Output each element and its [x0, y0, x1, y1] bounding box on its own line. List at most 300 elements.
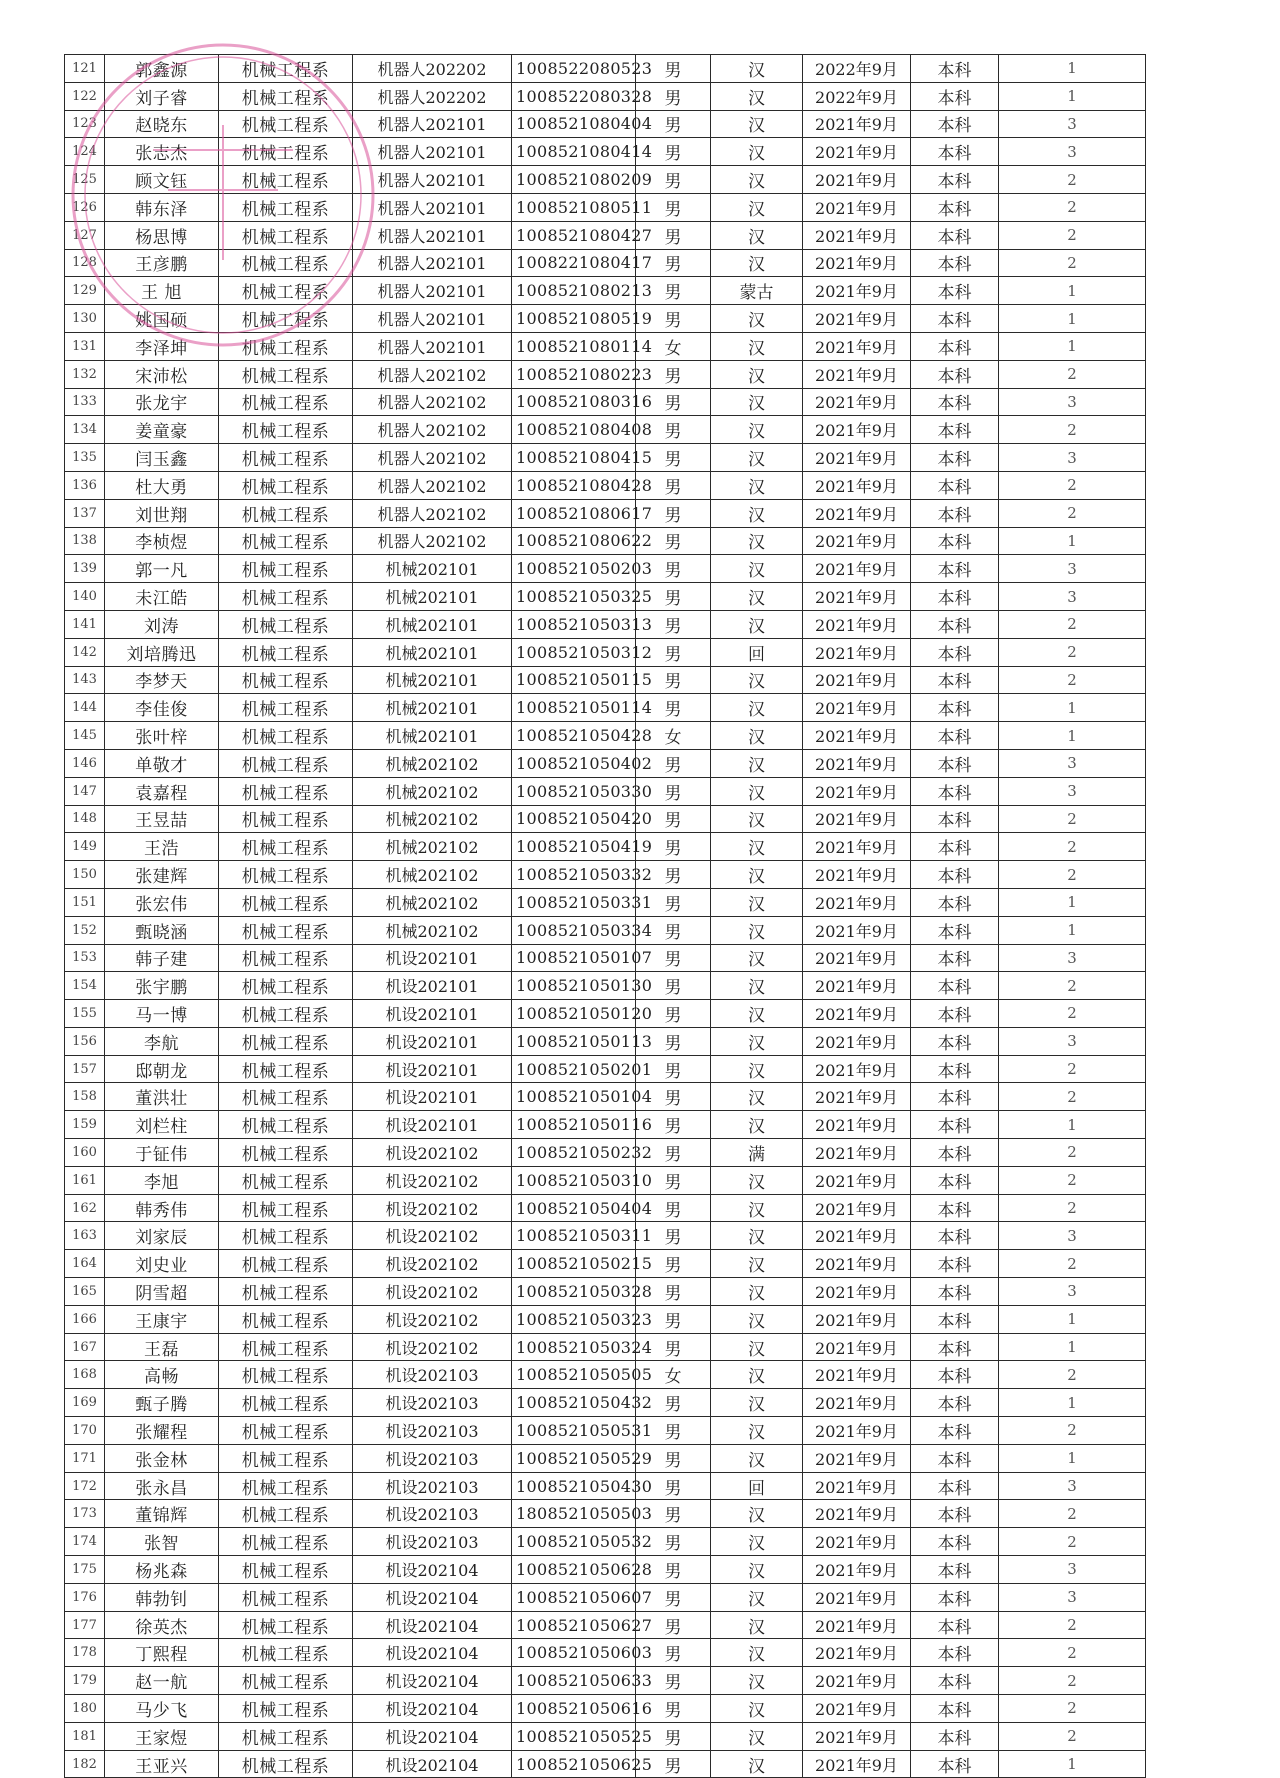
student-name-cell: 丁熙程	[105, 1639, 219, 1667]
ethnicity-cell: 汉	[711, 444, 803, 472]
education-level-cell: 本科	[911, 1278, 999, 1306]
gender-cell: 男	[636, 527, 711, 555]
row-number-cell: 141	[65, 610, 105, 638]
gender-cell: 男	[636, 138, 711, 166]
student-id-cell: 1008521050334	[512, 916, 636, 944]
gender-cell: 男	[636, 1472, 711, 1500]
class-name-cell: 机设202103	[353, 1500, 512, 1528]
department-cell: 机械工程系	[219, 1000, 353, 1028]
department-cell: 机械工程系	[219, 1194, 353, 1222]
row-number-cell: 129	[65, 277, 105, 305]
education-level-cell: 本科	[911, 1695, 999, 1723]
enrollment-date-cell: 2021年9月	[803, 1222, 911, 1250]
table-row	[65, 416, 1146, 444]
count-cell: 1	[999, 722, 1146, 750]
table-row	[65, 249, 1146, 277]
gender-cell: 男	[636, 471, 711, 499]
enrollment-date-cell: 2021年9月	[803, 1389, 911, 1417]
department-cell: 机械工程系	[219, 193, 353, 221]
department-cell: 机械工程系	[219, 861, 353, 889]
class-name-cell: 机械202101	[353, 555, 512, 583]
education-level-cell: 本科	[911, 1667, 999, 1695]
ethnicity-cell: 汉	[711, 1639, 803, 1667]
education-level-cell: 本科	[911, 1417, 999, 1445]
row-number-cell: 138	[65, 527, 105, 555]
table-row	[65, 1389, 1146, 1417]
count-cell: 2	[999, 861, 1146, 889]
row-number-cell: 128	[65, 249, 105, 277]
education-level-cell: 本科	[911, 249, 999, 277]
education-level-cell: 本科	[911, 666, 999, 694]
row-number-cell: 175	[65, 1556, 105, 1584]
table-row	[65, 1111, 1146, 1139]
table-row	[65, 1027, 1146, 1055]
gender-cell: 男	[636, 1611, 711, 1639]
department-cell: 机械工程系	[219, 221, 353, 249]
row-number-cell: 131	[65, 332, 105, 360]
student-id-cell: 1008521050120	[512, 1000, 636, 1028]
ethnicity-cell: 汉	[711, 666, 803, 694]
department-cell: 机械工程系	[219, 805, 353, 833]
enrollment-date-cell: 2021年9月	[803, 1361, 911, 1389]
student-name-cell: 刘涛	[105, 610, 219, 638]
count-cell: 3	[999, 444, 1146, 472]
ethnicity-cell: 汉	[711, 138, 803, 166]
student-id-cell: 1008521050332	[512, 861, 636, 889]
class-name-cell: 机设202101	[353, 1000, 512, 1028]
education-level-cell: 本科	[911, 916, 999, 944]
ethnicity-cell: 汉	[711, 55, 803, 83]
ethnicity-cell: 汉	[711, 1027, 803, 1055]
student-id-cell: 1008521080617	[512, 499, 636, 527]
table-row	[65, 82, 1146, 110]
education-level-cell: 本科	[911, 55, 999, 83]
education-level-cell: 本科	[911, 166, 999, 194]
education-level-cell: 本科	[911, 610, 999, 638]
student-name-cell: 刘家辰	[105, 1222, 219, 1250]
count-cell: 3	[999, 944, 1146, 972]
class-name-cell: 机设202101	[353, 972, 512, 1000]
student-id-cell: 1008521050419	[512, 833, 636, 861]
row-number-cell: 159	[65, 1111, 105, 1139]
count-cell: 2	[999, 1639, 1146, 1667]
row-number-cell: 177	[65, 1611, 105, 1639]
count-cell: 1	[999, 277, 1146, 305]
gender-cell: 男	[636, 416, 711, 444]
department-cell: 机械工程系	[219, 1305, 353, 1333]
row-number-cell: 137	[65, 499, 105, 527]
student-name-cell: 张金林	[105, 1444, 219, 1472]
count-cell: 3	[999, 388, 1146, 416]
class-name-cell: 机设202101	[353, 1027, 512, 1055]
row-number-cell: 174	[65, 1528, 105, 1556]
department-cell: 机械工程系	[219, 555, 353, 583]
table-row	[65, 1528, 1146, 1556]
education-level-cell: 本科	[911, 471, 999, 499]
ethnicity-cell: 汉	[711, 1389, 803, 1417]
row-number-cell: 126	[65, 193, 105, 221]
class-name-cell: 机设202103	[353, 1389, 512, 1417]
education-level-cell: 本科	[911, 805, 999, 833]
education-level-cell: 本科	[911, 888, 999, 916]
department-cell: 机械工程系	[219, 944, 353, 972]
class-name-cell: 机械202101	[353, 666, 512, 694]
row-number-cell: 133	[65, 388, 105, 416]
student-id-cell: 1008521050201	[512, 1055, 636, 1083]
student-id-cell: 1008521080408	[512, 416, 636, 444]
enrollment-date-cell: 2021年9月	[803, 805, 911, 833]
ethnicity-cell: 汉	[711, 583, 803, 611]
count-cell: 2	[999, 1194, 1146, 1222]
class-name-cell: 机械202101	[353, 722, 512, 750]
ethnicity-cell: 回	[711, 638, 803, 666]
department-cell: 机械工程系	[219, 1583, 353, 1611]
gender-cell: 男	[636, 277, 711, 305]
student-name-cell: 王 旭	[105, 277, 219, 305]
class-name-cell: 机设202103	[353, 1472, 512, 1500]
ethnicity-cell: 汉	[711, 777, 803, 805]
ethnicity-cell: 汉	[711, 249, 803, 277]
class-name-cell: 机器人202202	[353, 55, 512, 83]
table-row	[65, 1583, 1146, 1611]
student-name-cell: 袁嘉程	[105, 777, 219, 805]
count-cell: 2	[999, 1528, 1146, 1556]
gender-cell: 男	[636, 638, 711, 666]
student-id-cell: 1008521050114	[512, 694, 636, 722]
enrollment-date-cell: 2021年9月	[803, 833, 911, 861]
student-id-cell: 1008521050603	[512, 1639, 636, 1667]
student-name-cell: 姜童豪	[105, 416, 219, 444]
gender-cell: 男	[636, 944, 711, 972]
enrollment-date-cell: 2021年9月	[803, 221, 911, 249]
ethnicity-cell: 汉	[711, 305, 803, 333]
table-row	[65, 1250, 1146, 1278]
education-level-cell: 本科	[911, 221, 999, 249]
education-level-cell: 本科	[911, 1222, 999, 1250]
class-name-cell: 机设202104	[353, 1695, 512, 1723]
count-cell: 2	[999, 1055, 1146, 1083]
enrollment-date-cell: 2021年9月	[803, 1055, 911, 1083]
student-name-cell: 张宇鹏	[105, 972, 219, 1000]
student-name-cell: 张叶梓	[105, 722, 219, 750]
count-cell: 1	[999, 694, 1146, 722]
table-row	[65, 471, 1146, 499]
row-number-cell: 151	[65, 888, 105, 916]
ethnicity-cell: 汉	[711, 1695, 803, 1723]
table-row	[65, 583, 1146, 611]
count-cell: 2	[999, 1083, 1146, 1111]
table-row	[65, 749, 1146, 777]
class-name-cell: 机器人202102	[353, 360, 512, 388]
row-number-cell: 139	[65, 555, 105, 583]
student-id-cell: 1008521080209	[512, 166, 636, 194]
class-name-cell: 机设202104	[353, 1722, 512, 1750]
education-level-cell: 本科	[911, 527, 999, 555]
department-cell: 机械工程系	[219, 916, 353, 944]
student-id-cell: 1008521050310	[512, 1166, 636, 1194]
table-row	[65, 805, 1146, 833]
ethnicity-cell: 汉	[711, 555, 803, 583]
gender-cell: 男	[636, 305, 711, 333]
gender-cell: 男	[636, 1027, 711, 1055]
ethnicity-cell: 汉	[711, 861, 803, 889]
count-cell: 1	[999, 1444, 1146, 1472]
enrollment-date-cell: 2021年9月	[803, 1417, 911, 1445]
row-number-cell: 176	[65, 1583, 105, 1611]
student-id-cell: 1008521080511	[512, 193, 636, 221]
table-row	[65, 861, 1146, 889]
row-number-cell: 164	[65, 1250, 105, 1278]
row-number-cell: 157	[65, 1055, 105, 1083]
student-id-cell: 1008521080428	[512, 471, 636, 499]
row-number-cell: 130	[65, 305, 105, 333]
enrollment-date-cell: 2022年9月	[803, 55, 911, 83]
ethnicity-cell: 汉	[711, 722, 803, 750]
count-cell: 3	[999, 1278, 1146, 1306]
department-cell: 机械工程系	[219, 1667, 353, 1695]
education-level-cell: 本科	[911, 944, 999, 972]
gender-cell: 男	[636, 972, 711, 1000]
gender-cell: 女	[636, 1361, 711, 1389]
row-number-cell: 127	[65, 221, 105, 249]
student-id-cell: 1008521050525	[512, 1722, 636, 1750]
student-id-cell: 1008521050311	[512, 1222, 636, 1250]
gender-cell: 男	[636, 1111, 711, 1139]
student-name-cell: 韩勃钊	[105, 1583, 219, 1611]
student-id-cell: 1008521050616	[512, 1695, 636, 1723]
gender-cell: 男	[636, 1305, 711, 1333]
education-level-cell: 本科	[911, 1000, 999, 1028]
ethnicity-cell: 汉	[711, 1305, 803, 1333]
education-level-cell: 本科	[911, 1027, 999, 1055]
student-id-cell: 1008521050215	[512, 1250, 636, 1278]
class-name-cell: 机械202102	[353, 833, 512, 861]
education-level-cell: 本科	[911, 1083, 999, 1111]
table-row	[65, 1472, 1146, 1500]
education-level-cell: 本科	[911, 777, 999, 805]
ethnicity-cell: 汉	[711, 193, 803, 221]
row-number-cell: 167	[65, 1333, 105, 1361]
gender-cell: 男	[636, 388, 711, 416]
student-id-cell: 1008521050324	[512, 1333, 636, 1361]
table-row	[65, 221, 1146, 249]
enrollment-date-cell: 2021年9月	[803, 1500, 911, 1528]
table-row	[65, 1166, 1146, 1194]
student-name-cell: 张建辉	[105, 861, 219, 889]
department-cell: 机械工程系	[219, 360, 353, 388]
row-number-cell: 170	[65, 1417, 105, 1445]
ethnicity-cell: 满	[711, 1139, 803, 1167]
student-id-cell: 1008521050113	[512, 1027, 636, 1055]
ethnicity-cell: 汉	[711, 833, 803, 861]
table-row	[65, 1305, 1146, 1333]
student-name-cell: 韩东泽	[105, 193, 219, 221]
ethnicity-cell: 蒙古	[711, 277, 803, 305]
row-number-cell: 168	[65, 1361, 105, 1389]
enrollment-date-cell: 2021年9月	[803, 166, 911, 194]
ethnicity-cell: 汉	[711, 82, 803, 110]
department-cell: 机械工程系	[219, 1417, 353, 1445]
row-number-cell: 161	[65, 1166, 105, 1194]
gender-cell: 男	[636, 1000, 711, 1028]
enrollment-date-cell: 2021年9月	[803, 1027, 911, 1055]
gender-cell: 男	[636, 55, 711, 83]
ethnicity-cell: 汉	[711, 332, 803, 360]
student-name-cell: 李梦天	[105, 666, 219, 694]
student-id-cell: 1008521050130	[512, 972, 636, 1000]
student-id-cell: 1008521050232	[512, 1139, 636, 1167]
class-name-cell: 机械202102	[353, 777, 512, 805]
enrollment-date-cell: 2021年9月	[803, 360, 911, 388]
gender-cell: 男	[636, 888, 711, 916]
ethnicity-cell: 汉	[711, 527, 803, 555]
gender-cell: 男	[636, 1500, 711, 1528]
education-level-cell: 本科	[911, 1194, 999, 1222]
table-row	[65, 332, 1146, 360]
department-cell: 机械工程系	[219, 166, 353, 194]
gender-cell: 男	[636, 1139, 711, 1167]
enrollment-date-cell: 2021年9月	[803, 1000, 911, 1028]
department-cell: 机械工程系	[219, 722, 353, 750]
class-name-cell: 机设202101	[353, 944, 512, 972]
class-name-cell: 机设202104	[353, 1667, 512, 1695]
student-name-cell: 王浩	[105, 833, 219, 861]
department-cell: 机械工程系	[219, 1722, 353, 1750]
enrollment-date-cell: 2021年9月	[803, 527, 911, 555]
student-name-cell: 于钲伟	[105, 1139, 219, 1167]
table-row	[65, 1722, 1146, 1750]
class-name-cell: 机器人202102	[353, 416, 512, 444]
enrollment-date-cell: 2021年9月	[803, 444, 911, 472]
gender-cell: 男	[636, 833, 711, 861]
count-cell: 3	[999, 749, 1146, 777]
student-name-cell: 张永昌	[105, 1472, 219, 1500]
enrollment-date-cell: 2021年9月	[803, 1556, 911, 1584]
department-cell: 机械工程系	[219, 499, 353, 527]
student-id-cell: 1008521050625	[512, 1750, 636, 1778]
enrollment-date-cell: 2021年9月	[803, 1333, 911, 1361]
education-level-cell: 本科	[911, 972, 999, 1000]
gender-cell: 男	[636, 916, 711, 944]
table-row	[65, 527, 1146, 555]
class-name-cell: 机设202102	[353, 1194, 512, 1222]
student-name-cell: 张耀程	[105, 1417, 219, 1445]
count-cell: 1	[999, 1305, 1146, 1333]
student-id-cell: 1008521050330	[512, 777, 636, 805]
gender-cell: 男	[636, 610, 711, 638]
class-name-cell: 机设202102	[353, 1278, 512, 1306]
gender-cell: 男	[636, 1639, 711, 1667]
education-level-cell: 本科	[911, 1305, 999, 1333]
ethnicity-cell: 汉	[711, 1194, 803, 1222]
count-cell: 2	[999, 638, 1146, 666]
ethnicity-cell: 汉	[711, 1222, 803, 1250]
enrollment-date-cell: 2021年9月	[803, 583, 911, 611]
student-name-cell: 刘世翔	[105, 499, 219, 527]
enrollment-date-cell: 2021年9月	[803, 694, 911, 722]
education-level-cell: 本科	[911, 416, 999, 444]
class-name-cell: 机设202101	[353, 1111, 512, 1139]
department-cell: 机械工程系	[219, 277, 353, 305]
table-row	[65, 888, 1146, 916]
class-name-cell: 机器人202101	[353, 110, 512, 138]
gender-cell: 男	[636, 749, 711, 777]
ethnicity-cell: 汉	[711, 1667, 803, 1695]
ethnicity-cell: 汉	[711, 1444, 803, 1472]
student-name-cell: 刘培腾迅	[105, 638, 219, 666]
row-number-cell: 149	[65, 833, 105, 861]
row-number-cell: 136	[65, 471, 105, 499]
student-id-cell: 1008521050402	[512, 749, 636, 777]
education-level-cell: 本科	[911, 1139, 999, 1167]
table-row	[65, 1055, 1146, 1083]
table-row	[65, 1556, 1146, 1584]
count-cell: 2	[999, 1166, 1146, 1194]
row-number-cell: 140	[65, 583, 105, 611]
ethnicity-cell: 汉	[711, 1583, 803, 1611]
student-id-cell: 1008521050633	[512, 1667, 636, 1695]
enrollment-date-cell: 2021年9月	[803, 861, 911, 889]
gender-cell: 男	[636, 666, 711, 694]
education-level-cell: 本科	[911, 1250, 999, 1278]
gender-cell: 男	[636, 805, 711, 833]
student-name-cell: 郭鑫源	[105, 55, 219, 83]
class-name-cell: 机设202102	[353, 1222, 512, 1250]
table-row	[65, 110, 1146, 138]
gender-cell: 男	[636, 499, 711, 527]
education-level-cell: 本科	[911, 638, 999, 666]
row-number-cell: 143	[65, 666, 105, 694]
student-id-cell: 1008221080417	[512, 249, 636, 277]
enrollment-date-cell: 2021年9月	[803, 1695, 911, 1723]
count-cell: 3	[999, 555, 1146, 583]
student-id-cell: 1008521050328	[512, 1278, 636, 1306]
education-level-cell: 本科	[911, 1389, 999, 1417]
class-name-cell: 机器人202101	[353, 305, 512, 333]
student-id-cell: 1008521050331	[512, 888, 636, 916]
table-row	[65, 666, 1146, 694]
enrollment-date-cell: 2021年9月	[803, 1305, 911, 1333]
student-name-cell: 单敬才	[105, 749, 219, 777]
row-number-cell: 145	[65, 722, 105, 750]
class-name-cell: 机器人202101	[353, 277, 512, 305]
ethnicity-cell: 汉	[711, 471, 803, 499]
department-cell: 机械工程系	[219, 1278, 353, 1306]
class-name-cell: 机设202103	[353, 1528, 512, 1556]
student-name-cell: 王家煜	[105, 1722, 219, 1750]
count-cell: 1	[999, 1333, 1146, 1361]
count-cell: 1	[999, 1389, 1146, 1417]
row-number-cell: 142	[65, 638, 105, 666]
student-name-cell: 闫玉鑫	[105, 444, 219, 472]
row-number-cell: 148	[65, 805, 105, 833]
count-cell: 2	[999, 416, 1146, 444]
department-cell: 机械工程系	[219, 749, 353, 777]
row-number-cell: 179	[65, 1667, 105, 1695]
gender-cell: 男	[636, 1556, 711, 1584]
student-name-cell: 董洪壮	[105, 1083, 219, 1111]
department-cell: 机械工程系	[219, 610, 353, 638]
student-id-cell: 1008521080114	[512, 332, 636, 360]
student-name-cell: 杨思博	[105, 221, 219, 249]
department-cell: 机械工程系	[219, 305, 353, 333]
enrollment-date-cell: 2021年9月	[803, 1278, 911, 1306]
education-level-cell: 本科	[911, 499, 999, 527]
table-row	[65, 722, 1146, 750]
row-number-cell: 150	[65, 861, 105, 889]
table-row	[65, 388, 1146, 416]
row-number-cell: 153	[65, 944, 105, 972]
